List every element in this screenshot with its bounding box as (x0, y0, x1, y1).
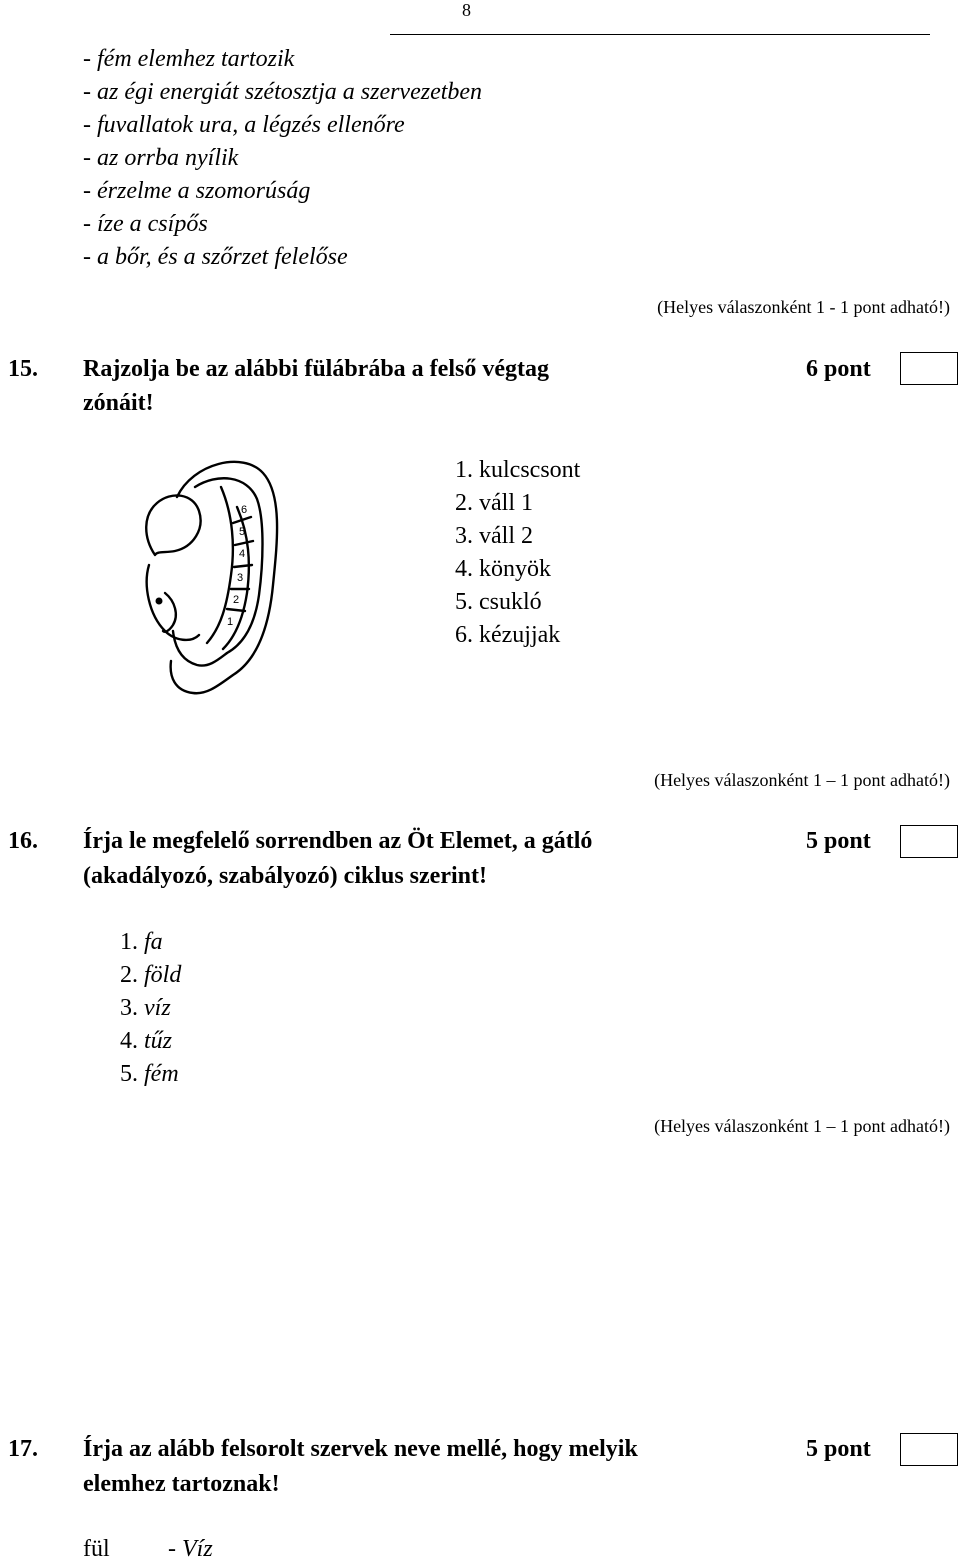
answer-line: - íze a csípős (83, 211, 208, 237)
score-box[interactable] (900, 1433, 958, 1466)
answer-line: - érzelme a szomorúság (83, 178, 311, 204)
ear-zone-label: 5 (239, 526, 246, 538)
answer-number: 4. (120, 1028, 138, 1054)
scoring-note: (Helyes válaszonként 1 – 1 pont adható!) (654, 1116, 950, 1136)
organ-item: fül (83, 1536, 110, 1562)
answer-line: - az égi energiát szétosztja a szervezetben (83, 79, 483, 105)
answer-word: fa (144, 929, 163, 955)
question-text: Rajzolja be az alábbi fülábrába a felső végtag (83, 356, 549, 382)
answer-item (120, 1058, 179, 1091)
organ-answer: - Víz (168, 1536, 213, 1562)
answer-item (120, 992, 171, 1025)
zone-item: 6. kézujjak (455, 622, 561, 648)
zone-divider (235, 541, 253, 545)
points-label: 6 pont (806, 356, 871, 382)
zone-item: 5. csukló (455, 589, 542, 615)
question-number: 16. (8, 828, 38, 854)
ear-zone-label: 1 (227, 616, 234, 628)
page-number: 8 (462, 0, 471, 20)
ear-zone-label: 6 (241, 504, 248, 516)
ear-zone-label: 3 (237, 572, 244, 584)
header-rule (390, 34, 930, 35)
answer-item (120, 1025, 172, 1058)
answer-word: tűz (144, 1028, 173, 1054)
question-text: zónáit! (83, 390, 154, 416)
answer-word: föld (144, 962, 182, 988)
question-number: 17. (8, 1436, 38, 1462)
ear-zone-label: 2 (233, 594, 240, 606)
question-text: elemhez tartoznak! (83, 1471, 280, 1497)
answer-number: 3. (120, 995, 138, 1021)
zone-divider (227, 609, 245, 611)
answer-line: - fém elemhez tartozik (83, 46, 295, 72)
question-text: (akadályozó, szabályozó) ciklus szerint! (83, 863, 487, 889)
ear-canal-mark (156, 598, 163, 605)
ear-zone-label: 4 (239, 548, 246, 560)
answer-line: - a bőr, és a szőrzet felelőse (83, 244, 348, 270)
question-text: Írja az alább felsorolt szervek neve mellé, hogy melyik (83, 1436, 638, 1462)
answer-line: - az orrba nyílik (83, 145, 239, 171)
scoring-note: (Helyes válaszonként 1 – 1 pont adható!) (654, 770, 950, 790)
answer-item (120, 959, 181, 992)
zone-item: 2. váll 1 (455, 490, 533, 516)
points-label: 5 pont (806, 1436, 871, 1462)
answer-number: 5. (120, 1061, 138, 1087)
scoring-note: (Helyes válaszonként 1 - 1 pont adható!) (657, 297, 950, 317)
ear-lobe (173, 631, 227, 666)
answer-line: - fuvallatok ura, a légzés ellenőre (83, 112, 405, 138)
answer-number: 2. (120, 962, 138, 988)
zone-item: 3. váll 2 (455, 523, 533, 549)
answer-item (120, 926, 163, 959)
question-text: Írja le megfelelő sorrendben az Öt Elemet, a gátló (83, 828, 593, 854)
ear-diagram (135, 455, 295, 700)
points-label: 5 pont (806, 828, 871, 854)
zone-item: 1. kulcscsont (455, 457, 581, 483)
question-number: 15. (8, 356, 38, 382)
ear-tragus (163, 593, 176, 632)
score-box[interactable] (900, 352, 958, 385)
ear-fossa-loop (146, 495, 200, 555)
answer-number: 1. (120, 929, 138, 955)
answer-word: fém (144, 1061, 179, 1087)
score-box[interactable] (900, 825, 958, 858)
zone-item: 4. könyök (455, 556, 551, 582)
answer-word: víz (144, 995, 171, 1021)
